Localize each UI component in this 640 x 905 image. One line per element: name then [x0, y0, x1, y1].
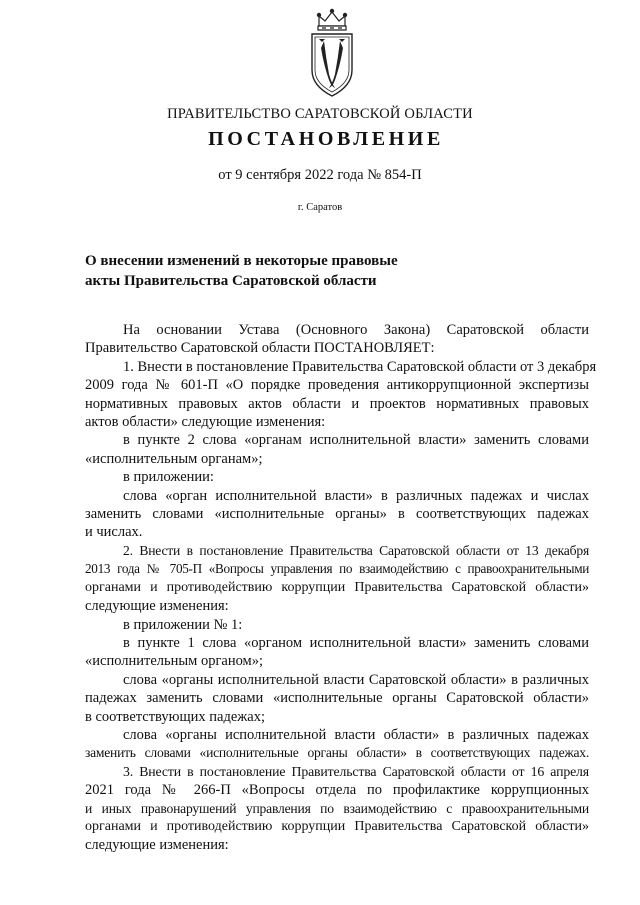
subject-line: акты Правительства Саратовской области [85, 273, 377, 289]
document-subject [85, 251, 485, 291]
subject-line: О внесении изменений в некоторые правовые [85, 253, 398, 269]
text-line: следующие изменения: [85, 837, 229, 854]
government-name: ПРАВИТЕЛЬСТВО САРАТОВСКОЙ ОБЛАСТИ [167, 106, 473, 122]
text-line: слова «органы исполнительной власти области» в различных падежах [123, 726, 589, 743]
text-line: и числах. [85, 524, 143, 541]
paragraph-item-2-words-region [85, 671, 589, 726]
coat-of-arms-emblem [302, 8, 362, 100]
text-line: 2009 года № 601-П «О порядке проведения антикоррупционной экспертизы [85, 377, 589, 394]
text-line: актов области» следующие изменения: [85, 414, 326, 431]
text-line: «исполнительным органам»; [85, 450, 263, 467]
text-line: Правительство Саратовской области ПОСТАНОВЛЯЕТ: [85, 340, 435, 357]
paragraph-item-2 [85, 542, 589, 616]
paragraph-item-1-point-2 [85, 431, 589, 468]
text-line: 2. Внести в постановление Правительства Саратовской области от 13 декабря [123, 542, 589, 558]
text-line: в пункте 1 слова «органом исполнительной власти» заменить словами [123, 634, 589, 651]
text-line: «исполнительным органом»; [85, 653, 264, 670]
document-city: г. Саратов [297, 202, 343, 213]
paragraph-item-1-appendix [85, 468, 589, 486]
text-line: в приложении: [123, 469, 214, 486]
paragraph-item-2-appendix [85, 616, 589, 634]
text-line: 2013 года № 705-П «Вопросы управления по взаимодействию с правоохранительными [85, 561, 589, 577]
shield-icon [312, 34, 352, 96]
paragraph-item-2-words-oblast [85, 726, 589, 763]
crown-icon [317, 9, 346, 30]
text-line: 3. Внести в постановление Правительства Саратовской области от 16 апреля [123, 763, 589, 779]
text-line: и иных правонарушений управления по взаимодействию с правоохранительными [85, 800, 589, 816]
text-line: в пункте 2 слова «органам исполнительной власти» заменить словами [123, 432, 589, 449]
text-line: 2021 года № 266-П «Вопросы отдела по профилактике коррупционных [85, 782, 589, 799]
text-line: падежах заменить словами «исполнительные органы Саратовской области» [85, 690, 589, 707]
text-line: органами и противодействию коррупции Правительства Саратовской области» [85, 579, 589, 595]
text-line: слова «орган исполнительной власти» в различных падежах и числах [123, 487, 589, 504]
document-date-number: от 9 сентября 2022 года № 854-П [218, 167, 422, 183]
document-body [85, 321, 597, 855]
paragraph-item-3 [85, 763, 589, 855]
paragraph-item-1-words [85, 487, 589, 542]
paragraph-basis [85, 321, 589, 358]
document-type: ПОСТАНОВЛЕНИЕ [208, 128, 444, 150]
text-line: в приложении № 1: [123, 616, 243, 633]
text-line: следующие изменения: [85, 598, 229, 615]
text-line: органами и противодействию коррупции Правительства Саратовской области» [85, 818, 589, 834]
text-line: заменить словами «исполнительные органы» в соответствующих падежах [85, 506, 589, 523]
text-line: 1. Внести в постановление Правительства Саратовской области от 3 декабря [123, 358, 597, 375]
paragraph-item-1 [85, 358, 597, 432]
text-line: заменить словами «исполнительные органы области» в соответствующих падежах. [85, 745, 589, 761]
text-line: На основании Устава (Основного Закона) Саратовской области [123, 322, 589, 338]
paragraph-item-2-point-1 [85, 634, 589, 671]
text-line: в соответствующих падежах; [85, 708, 266, 725]
text-line: нормативных правовых актов области и проектов нормативных правовых [85, 395, 589, 412]
text-line: слова «органы исполнительной власти Саратовской области» в различных [123, 671, 589, 688]
